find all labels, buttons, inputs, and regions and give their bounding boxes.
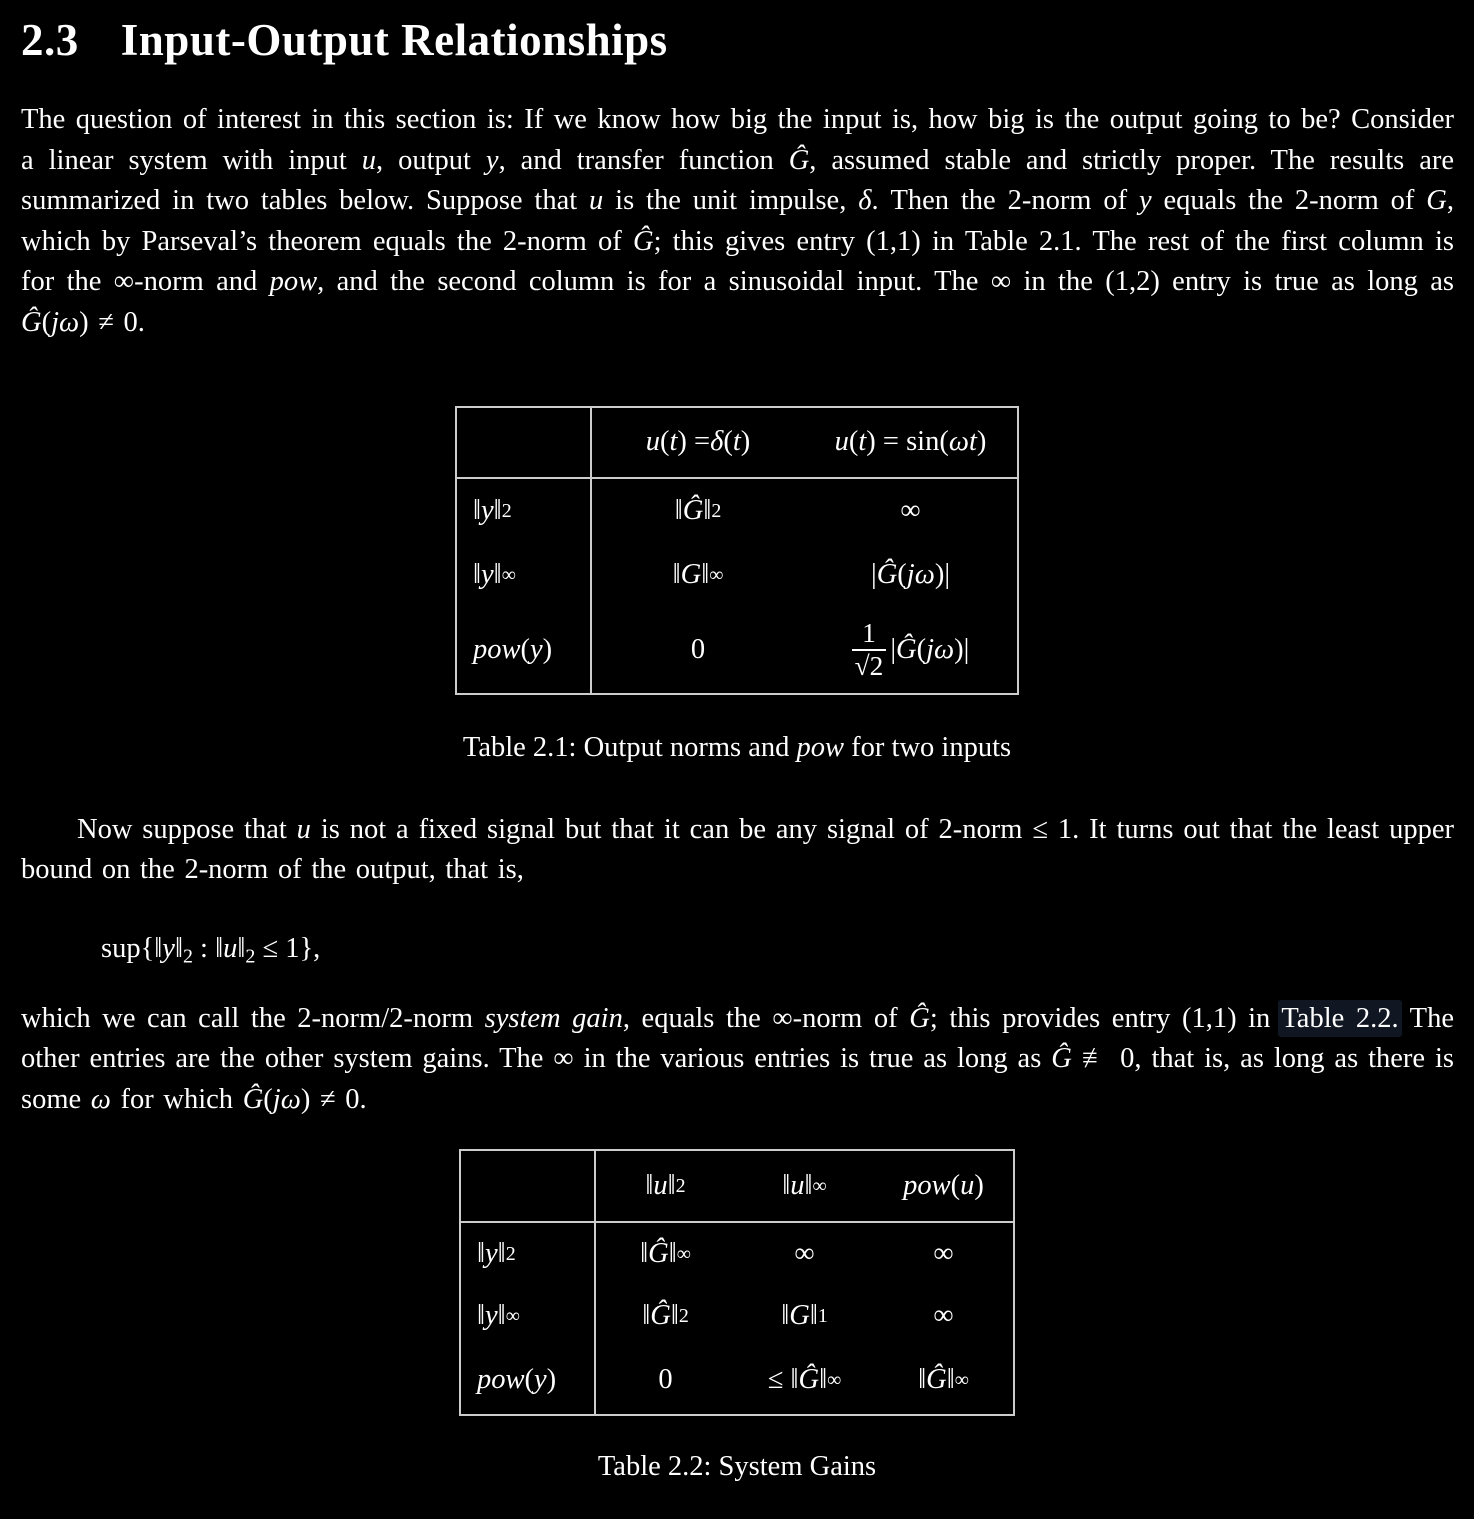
display-equation-sup: $sup\{‖y‖_2$ : $‖u‖_2 \le 1$},	[101, 932, 321, 968]
table-2-2-cell-r1c3: ∞	[933, 1237, 954, 1269]
table-2-1-cell-r2c1: ‖ G ‖ ∞	[672, 558, 724, 590]
table-2-1-cell-r2c2: | Ĝ ( jω )|	[870, 558, 951, 590]
table-2-1-header-sinusoid: u ( t ) = sin( ωt )	[804, 408, 1017, 479]
table-2-2-cell-r2c3: ∞	[933, 1299, 954, 1331]
table-2-2-caption: Table 2.2: System Gains	[597, 1450, 877, 1482]
table-2-1-rowlabel-pow: pow ( y )	[457, 607, 592, 693]
table-2-1	[455, 406, 1019, 695]
table-2-1-header-impulse: u ( t ) = δ ( t )	[592, 408, 804, 479]
table-2-2	[459, 1149, 1015, 1416]
section-title: Input-Output Relationships	[120, 15, 668, 65]
table-2-1-corner-cell	[457, 408, 592, 479]
table-2-2-cell-r2c1: ‖ Ĝ ‖ 2	[642, 1299, 689, 1331]
table-2-2-cell-r1c2: ∞	[794, 1237, 815, 1269]
table-2-2-cell-r1c1: ‖ Ĝ ‖ ∞	[640, 1237, 691, 1269]
table-2-2-cell-r3c2: ≤ ‖ Ĝ ‖ ∞	[767, 1364, 842, 1396]
table-2-2-cell-r3c1: 0	[658, 1364, 673, 1396]
paragraph-intro: The question of interest in this section is: If we know how big the input is, how big is the output going to be? Consider a linear system with input u, output y, and transfer function Ĝ, assumed stable and strictly proper. The results are summarized in two tables below. Suppose that u is the unit impulse, δ. Then the 2-norm of y equals the 2-norm of G, which by Parseval’s theorem equals the 2-norm of Ĝ; this gives entry (1,1) in Table 2.1. The rest of the first column is for the ∞-norm and pow, and the second column is for a sinusoidal input. The ∞ in the (1,2) entry is true as long as Ĝ(jω) ≠ 0.	[21, 104, 1455, 338]
table-2-2-rowlabel-yinf: ‖ y ‖ ∞	[461, 1285, 596, 1347]
table-2-2-header-u2: ‖ u ‖ 2	[596, 1151, 735, 1223]
table-2-2-cell-r3c3: ‖ Ĝ ‖ ∞	[918, 1364, 969, 1396]
table-2-1-cell-r3c1: 0	[690, 633, 706, 665]
paragraph-suppose: Now suppose that u is not a fixed signal but that it can be any signal of 2-norm ≤ 1. It turns out that the least upper bound on the 2-norm of the output, that is,	[21, 813, 1454, 886]
table-2-1-cell-r3c2: $\frac{1}{√2}$ |Ĝ(jω)|	[804, 607, 1017, 693]
table-2-1-cell-r1c2: ∞	[900, 494, 921, 526]
table-2-2-corner-cell	[461, 1151, 596, 1223]
section-heading	[21, 14, 1474, 66]
table-2-2-cell-r2c2: ‖ G ‖ 1	[781, 1299, 828, 1331]
table-2-2-rowlabel-pow: pow ( y )	[461, 1347, 596, 1414]
table-2-2-header-uinf: ‖ u ‖ ∞	[735, 1151, 874, 1223]
table-2-1-rowlabel-y2: ‖ y ‖ 2	[457, 479, 592, 543]
table-2-1-rowlabel-yinf: ‖ y ‖ ∞	[457, 543, 592, 607]
table-2-2-link[interactable]: Table 2.2.	[1281, 1002, 1399, 1034]
paragraph-system-gain: which we can call the 2-norm/2-norm system gain, equals the ∞-norm of Ĝ; this provides entry (1,1) in Table 2.2. The other entries are the other system gains. The ∞ in the various entries is true as long as Ĝ ≢ 0, that is, as long as there is some ω for which Ĝ(jω) ≠ 0.	[21, 1002, 1454, 1115]
section-number: 2.3	[21, 15, 79, 65]
table-2-1-cell-r1c1: ‖ Ĝ ‖ 2	[674, 494, 722, 526]
table-2-2-header-powu: pow ( u )	[874, 1151, 1013, 1223]
table-2-1-caption: Table 2.1: Output norms and pow for two inputs	[462, 731, 1012, 763]
table-2-2-rowlabel-y2: ‖ y ‖ 2	[461, 1223, 596, 1285]
